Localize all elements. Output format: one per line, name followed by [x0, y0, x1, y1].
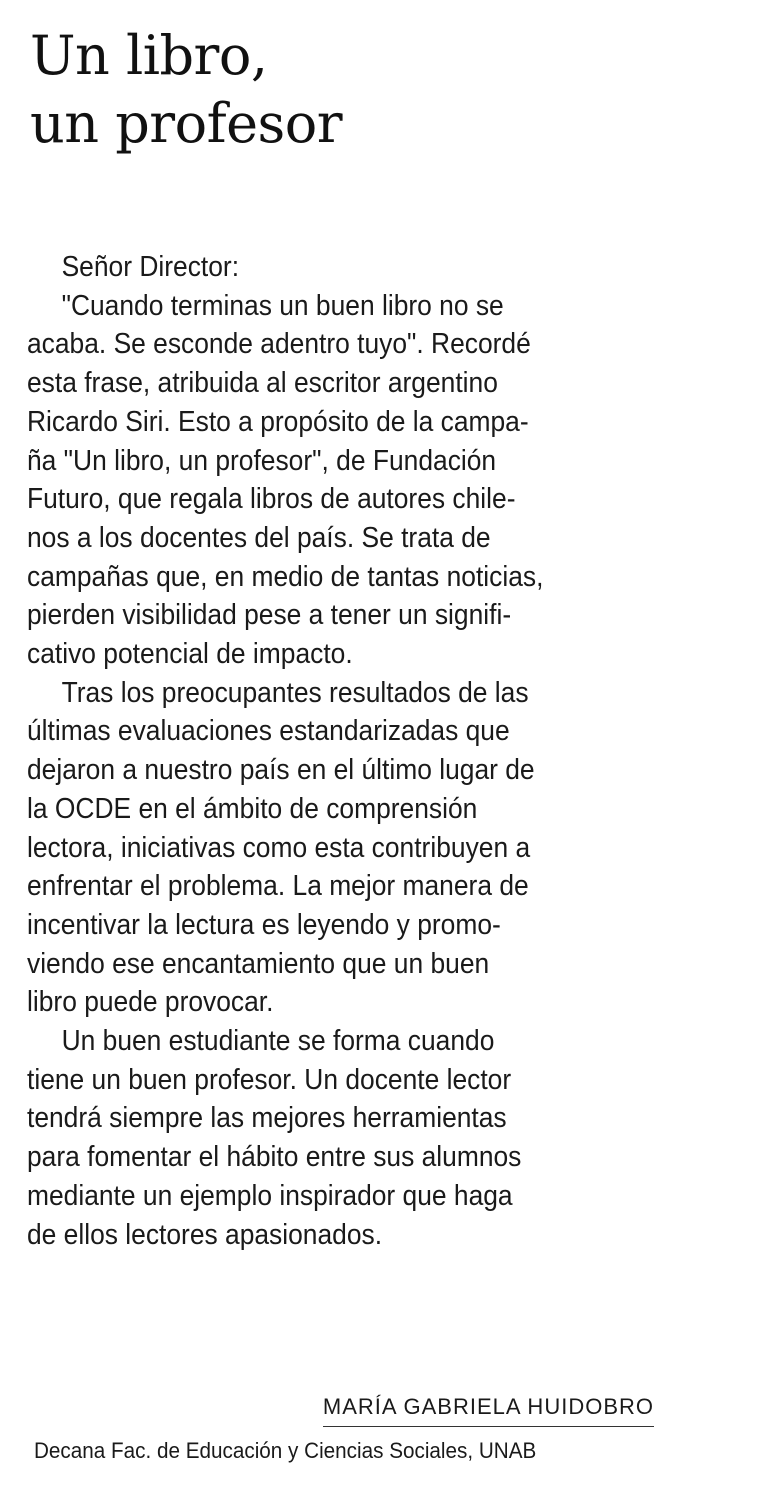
author-signature: MARÍA GABRIELA HUIDOBRO [323, 1394, 654, 1427]
body-line: acaba. Se esconde adentro tuyo". Recordé [27, 328, 531, 361]
body-line: pierden visibilidad pese a tener un signifi- [27, 599, 512, 632]
title-line: Un libro, [30, 24, 268, 87]
body-line: Señor Director: [61, 251, 240, 283]
body-line: Ricardo Siri. Esto a propósito de la campa- [27, 405, 529, 438]
letter-body [27, 248, 667, 1254]
body-line: de ellos lectores apasionados. [27, 1218, 383, 1251]
body-line: nos a los docentes del país. Se trata de [27, 521, 491, 554]
body-line: la OCDE en el ámbito de comprensión [27, 792, 478, 825]
body-line: cativo potencial de impacto. [27, 638, 353, 671]
body-line: campañas que, en medio de tantas noticias, [27, 560, 544, 593]
body-line: tiene un buen profesor. Un docente lector [27, 1063, 512, 1096]
body-line: para fomentar el hábito entre sus alumnos [27, 1141, 522, 1174]
body-line: viendo ese encantamiento que un buen [27, 947, 490, 980]
body-line: incentivar la lectura es leyendo y promo- [27, 908, 501, 941]
body-line: "Cuando terminas un buen libro no se [61, 289, 504, 322]
author-affiliation: Decana Fac. de Educación y Ciencias Sociales, UNAB [34, 1438, 537, 1463]
body-line: dejaron a nuestro país en el último lugar de [27, 754, 535, 787]
body-line: libro puede provocar. [27, 986, 274, 1019]
article-title [30, 22, 730, 158]
body-line: Tras los preocupantes resultados de las [61, 676, 529, 709]
body-line: últimas evaluaciones estandarizadas que [27, 715, 510, 748]
body-line: esta frase, atribuida al escritor argentino [27, 367, 498, 400]
body-line: lectora, iniciativas como esta contribuyen a [27, 831, 531, 864]
body-line: mediante un ejemplo inspirador que haga [27, 1179, 513, 1212]
title-line: un profesor [30, 92, 343, 155]
body-line: tendrá siempre las mejores herramientas [27, 1102, 507, 1135]
body-line: Futuro, que regala libros de autores chile- [27, 483, 516, 516]
body-line: Un buen estudiante se forma cuando [61, 1025, 495, 1058]
body-line: enfrentar el problema. La mejor manera de [27, 870, 529, 903]
body-line: ña "Un libro, un profesor", de Fundación [27, 444, 497, 477]
